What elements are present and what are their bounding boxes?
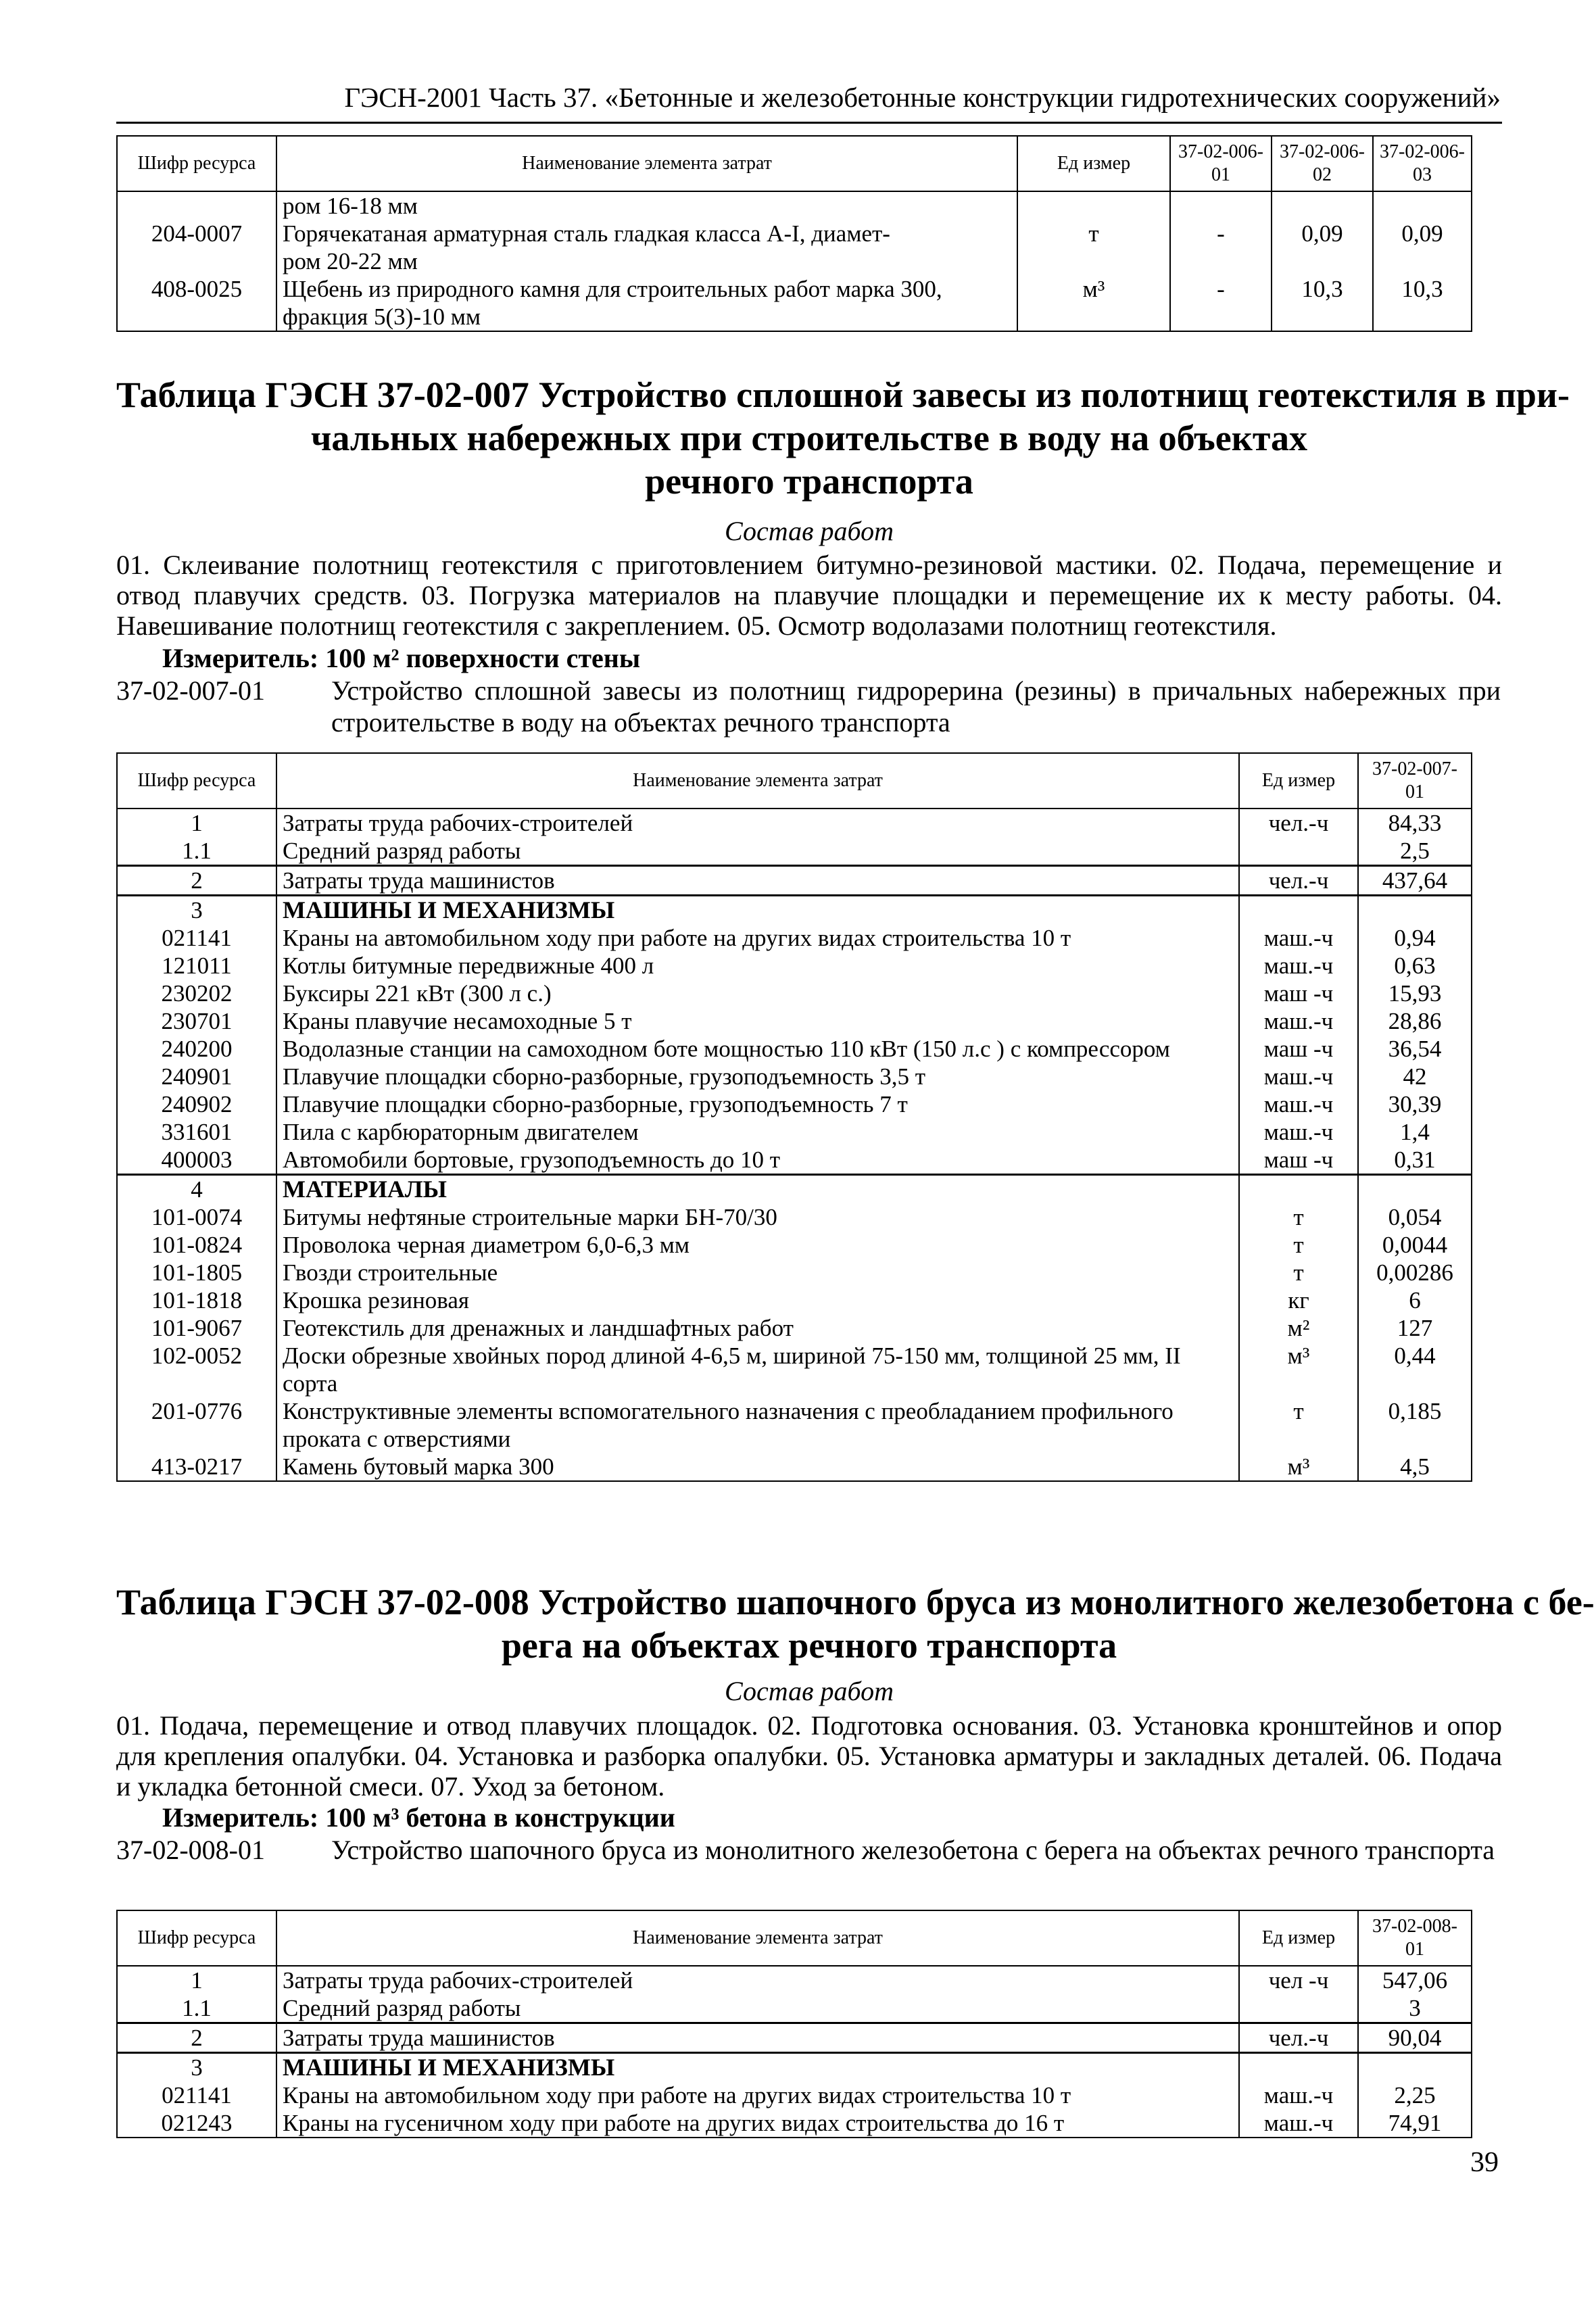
unit: м² — [1239, 1314, 1358, 1342]
title-line: чальных набережных при строительстве в воду на объектах — [310, 418, 1308, 458]
norm-value: 547,06 — [1358, 1966, 1472, 1994]
resource-code: 413-0217 — [117, 1453, 276, 1481]
resource-code: 101-9067 — [117, 1314, 276, 1342]
norm-value — [1272, 303, 1373, 331]
norm-value — [1358, 2053, 1472, 2082]
header-unit: Ед измер — [1239, 753, 1358, 809]
unit: чел -ч — [1239, 1966, 1358, 1994]
resource-code: 240902 — [117, 1090, 276, 1118]
unit: м³ — [1239, 1453, 1358, 1481]
table-row — [117, 1966, 1472, 1994]
resource-code — [117, 191, 276, 220]
table-row — [117, 1453, 1472, 1481]
table-row — [117, 896, 1472, 925]
resource-code: 021141 — [117, 924, 276, 952]
unit: маш.-ч — [1239, 1007, 1358, 1035]
header-norm: 37-02-007-01 — [1358, 753, 1472, 809]
cost-item-name: МАШИНЫ И МЕХАНИЗМЫ — [276, 896, 1239, 925]
header-norm-3: 37-02-006-03 — [1373, 136, 1472, 191]
unit: чел.-ч — [1239, 809, 1358, 837]
cost-item-name: Водолазные станции на самоходном боте мощностью 110 кВт (150 л.с ) с компрессором — [276, 1035, 1239, 1063]
unit — [1017, 303, 1170, 331]
resource-code: 408-0025 — [117, 275, 276, 303]
table-row — [117, 1231, 1472, 1259]
norm-value: 28,86 — [1358, 1007, 1472, 1035]
cost-item-name: Котлы битумные передвижные 400 л — [276, 952, 1239, 980]
title-line: рега на объектах речного транспорта — [501, 1625, 1117, 1666]
table-row — [117, 303, 1472, 331]
resource-code — [117, 303, 276, 331]
cost-item-name: Плавучие площадки сборно-разборные, грузоподъемность 7 т — [276, 1090, 1239, 1118]
table-row — [117, 952, 1472, 980]
resource-code — [117, 247, 276, 275]
norm-value: 10,3 — [1272, 275, 1373, 303]
resource-code: 3 — [117, 896, 276, 925]
cost-item-name: Плавучие площадки сборно-разборные, грузоподъемность 3,5 т — [276, 1063, 1239, 1090]
unit — [1239, 896, 1358, 925]
cost-item-name: Средний разряд работы — [276, 1994, 1239, 2023]
norm-code: 37-02-007-01 — [116, 675, 265, 706]
resource-code: 1.1 — [117, 837, 276, 866]
table-row — [117, 2023, 1472, 2053]
cost-item-name: ром 16-18 мм — [276, 191, 1017, 220]
unit: маш.-ч — [1239, 2081, 1358, 2109]
cost-item-name: Конструктивные элементы вспомогательного назначения с преобладанием профильного — [276, 1397, 1239, 1425]
table-row — [117, 1342, 1472, 1370]
resource-code — [117, 1425, 276, 1453]
cost-item-name: ром 20-22 мм — [276, 247, 1017, 275]
header-code: Шифр ресурса — [117, 136, 276, 191]
norm-value — [1272, 247, 1373, 275]
cost-item-name: сорта — [276, 1370, 1239, 1397]
work-composition-text: 01. Подача, перемещение и отвод плавучих площадок. 02. Подготовка основания. 03. Установка кронштейнов и опор для крепления опалубки. 04. Установка и разборка опалубки. 05. Установка арматуры и закладных деталей. 06. Подача и укладка бетонной смеси. 07. Уход за бетоном. — [116, 1710, 1502, 1802]
unit: т — [1239, 1259, 1358, 1286]
unit — [1239, 1425, 1358, 1453]
cost-item-name: Камень бутовый марка 300 — [276, 1453, 1239, 1481]
table-row — [117, 809, 1472, 837]
table-row — [117, 191, 1472, 220]
header-name: Наименование элемента затрат — [276, 753, 1239, 809]
norm-value: 2,25 — [1358, 2081, 1472, 2109]
unit: чел.-ч — [1239, 866, 1358, 896]
norm-value: 3 — [1358, 1994, 1472, 2023]
unit — [1017, 191, 1170, 220]
table-row — [117, 1007, 1472, 1035]
table-row — [117, 2081, 1472, 2109]
resource-code: 121011 — [117, 952, 276, 980]
cost-item-name: МАТЕРИАЛЫ — [276, 1175, 1239, 1204]
norm-value — [1358, 896, 1472, 925]
norm-value: 90,04 — [1358, 2023, 1472, 2053]
norm-value: 30,39 — [1358, 1090, 1472, 1118]
unit: т — [1239, 1397, 1358, 1425]
unit — [1017, 247, 1170, 275]
cost-item-name: Средний разряд работы — [276, 837, 1239, 866]
norm-value: 0,09 — [1272, 220, 1373, 247]
norm-value: 0,44 — [1358, 1342, 1472, 1370]
unit — [1239, 1175, 1358, 1204]
table-row — [117, 2053, 1472, 2082]
cost-item-name: Краны на автомобильном ходу при работе на других видах строительства 10 т — [276, 2081, 1239, 2109]
norm-value: 127 — [1358, 1314, 1472, 1342]
resource-code: 240901 — [117, 1063, 276, 1090]
table-row — [117, 1146, 1472, 1175]
unit: маш.-ч — [1239, 1063, 1358, 1090]
norm-value: 15,93 — [1358, 980, 1472, 1007]
table-row — [117, 924, 1472, 952]
resource-code: 400003 — [117, 1146, 276, 1175]
work-composition-text: 01. Склеивание полотнищ геотекстиля с приготовлением битумно-резиновой мастики. 02. Подача, перемещение и отвод плавучих средств. 03. Погрузка материалов на плавучие площадки и перемещение их к месту работы. 04. Навешивание полотнищ геотекстиля с закреплением. 05. Осмотр водолазами полотнищ геотекстиля. — [116, 550, 1502, 641]
unit: м³ — [1239, 1342, 1358, 1370]
table-row — [117, 1314, 1472, 1342]
table-row — [117, 1425, 1472, 1453]
resource-code: 101-0824 — [117, 1231, 276, 1259]
unit: кг — [1239, 1286, 1358, 1314]
norm-value — [1373, 247, 1472, 275]
cost-table-008 — [116, 1910, 1472, 2138]
norm-value: - — [1170, 220, 1272, 247]
norm-value — [1358, 1425, 1472, 1453]
resource-code: 1.1 — [117, 1994, 276, 2023]
cost-item-name: МАШИНЫ И МЕХАНИЗМЫ — [276, 2053, 1239, 2082]
cost-item-name: Щебень из природного камня для строительных работ марка 300, — [276, 275, 1017, 303]
table-row — [117, 1063, 1472, 1090]
resource-code: 204-0007 — [117, 220, 276, 247]
measure-unit: Измеритель: 100 м² поверхности стены — [162, 643, 641, 673]
table-row — [117, 1203, 1472, 1231]
table-row — [117, 1035, 1472, 1063]
table-row — [117, 1118, 1472, 1146]
resource-code: 102-0052 — [117, 1342, 276, 1370]
cost-item-name: Битумы нефтяные строительные марки БН-70/30 — [276, 1203, 1239, 1231]
cost-item-name: фракция 5(3)-10 мм — [276, 303, 1017, 331]
measure-unit: Измеритель: 100 м³ бетона в конструкции — [162, 1802, 675, 1833]
norm-value: 84,33 — [1358, 809, 1472, 837]
resource-code: 230701 — [117, 1007, 276, 1035]
table-row — [117, 1090, 1472, 1118]
cost-table-006 — [116, 135, 1472, 332]
unit — [1239, 2053, 1358, 2082]
unit: маш.-ч — [1239, 952, 1358, 980]
cost-item-name: Проволока черная диаметром 6,0-6,3 мм — [276, 1231, 1239, 1259]
resource-code: 021243 — [117, 2109, 276, 2138]
resource-code: 101-1805 — [117, 1259, 276, 1286]
norm-value: 0,94 — [1358, 924, 1472, 952]
table-row — [117, 866, 1472, 896]
work-composition-heading: Состав работ — [725, 1676, 894, 1706]
unit: маш -ч — [1239, 980, 1358, 1007]
header-unit: Ед измер — [1017, 136, 1170, 191]
header-rule — [116, 122, 1502, 124]
norm-value — [1170, 191, 1272, 220]
table-row — [117, 1175, 1472, 1204]
norm-value: 0,054 — [1358, 1203, 1472, 1231]
resource-code: 2 — [117, 866, 276, 896]
header-unit: Ед измер — [1239, 1910, 1358, 1966]
header-code: Шифр ресурса — [117, 1910, 276, 1966]
resource-code: 101-0074 — [117, 1203, 276, 1231]
cost-item-name: Краны плавучие несамоходные 5 т — [276, 1007, 1239, 1035]
title-line: речного транспорта — [645, 461, 973, 502]
norm-value: 4,5 — [1358, 1453, 1472, 1481]
cost-item-name: Горячекатаная арматурная сталь гладкая класса А-I, диамет- — [276, 220, 1017, 247]
table-row — [117, 2109, 1472, 2138]
norm-code: 37-02-008-01 — [116, 1835, 265, 1865]
unit: т — [1017, 220, 1170, 247]
header-norm: 37-02-008-01 — [1358, 1910, 1472, 1966]
title-line: Таблица ГЭСН 37-02-007 Устройство сплошной завесы из полотнищ геотекстиля в при- — [116, 375, 1570, 415]
norm-value: 2,5 — [1358, 837, 1472, 866]
header-norm-1: 37-02-006-01 — [1170, 136, 1272, 191]
resource-code: 331601 — [117, 1118, 276, 1146]
unit: маш.-ч — [1239, 924, 1358, 952]
table-title-007 — [116, 373, 1570, 503]
table-row — [117, 1994, 1472, 2023]
unit: маш.-ч — [1239, 1118, 1358, 1146]
title-line: Таблица ГЭСН 37-02-008 Устройство шапочного бруса из монолитного железобетона с бе- — [116, 1582, 1595, 1622]
norm-description: Устройство сплошной завесы из полотнищ гидрорерина (резины) в причальных набережных при строительстве в воду на объектах речного транспорта — [331, 675, 1501, 738]
norm-value — [1373, 191, 1472, 220]
norm-value — [1358, 1370, 1472, 1397]
unit — [1239, 1994, 1358, 2023]
cost-item-name: Затраты труда машинистов — [276, 2023, 1239, 2053]
cost-item-name: Затраты труда машинистов — [276, 866, 1239, 896]
table-row — [117, 275, 1472, 303]
resource-code: 021141 — [117, 2081, 276, 2109]
cost-item-name: Затраты труда рабочих-строителей — [276, 1966, 1239, 1994]
unit: т — [1239, 1203, 1358, 1231]
resource-code: 2 — [117, 2023, 276, 2053]
norm-value — [1272, 191, 1373, 220]
norm-value — [1170, 247, 1272, 275]
table-row — [117, 220, 1472, 247]
unit: м³ — [1017, 275, 1170, 303]
header-name: Наименование элемента затрат — [276, 1910, 1239, 1966]
resource-code: 1 — [117, 1966, 276, 1994]
norm-value — [1358, 1175, 1472, 1204]
header-name: Наименование элемента затрат — [276, 136, 1017, 191]
norm-value: 42 — [1358, 1063, 1472, 1090]
unit: чел.-ч — [1239, 2023, 1358, 2053]
cost-item-name: Краны на автомобильном ходу при работе на других видах строительства 10 т — [276, 924, 1239, 952]
norm-value: - — [1170, 275, 1272, 303]
norm-value: 0,31 — [1358, 1146, 1472, 1175]
resource-code: 230202 — [117, 980, 276, 1007]
norm-value: 0,63 — [1358, 952, 1472, 980]
resource-code: 101-1818 — [117, 1286, 276, 1314]
unit: т — [1239, 1231, 1358, 1259]
running-head: ГЭСН-2001 Часть 37. «Бетонные и железобетонные конструкции гидротехнических сооружений» — [344, 82, 1501, 113]
cost-item-name: проката с отверстиями — [276, 1425, 1239, 1453]
norm-value: 1,4 — [1358, 1118, 1472, 1146]
table-row — [117, 837, 1472, 866]
norm-description: Устройство шапочного бруса из монолитного железобетона с берега на объектах речного транспорта — [331, 1835, 1495, 1865]
norm-value: 0,09 — [1373, 220, 1472, 247]
norm-value: 0,0044 — [1358, 1231, 1472, 1259]
resource-code — [117, 1370, 276, 1397]
norm-value: 437,64 — [1358, 866, 1472, 896]
unit — [1239, 1370, 1358, 1397]
cost-item-name: Геотекстиль для дренажных и ландшафтных работ — [276, 1314, 1239, 1342]
resource-code: 3 — [117, 2053, 276, 2082]
resource-code: 240200 — [117, 1035, 276, 1063]
norm-value: 74,91 — [1358, 2109, 1472, 2138]
norm-value: 36,54 — [1358, 1035, 1472, 1063]
work-composition-heading: Состав работ — [725, 516, 894, 546]
norm-value: 10,3 — [1373, 275, 1472, 303]
cost-item-name: Пила с карбюраторным двигателем — [276, 1118, 1239, 1146]
cost-item-name: Затраты труда рабочих-строителей — [276, 809, 1239, 837]
table-row — [117, 1259, 1472, 1286]
resource-code: 1 — [117, 809, 276, 837]
header-norm-2: 37-02-006-02 — [1272, 136, 1373, 191]
unit: маш.-ч — [1239, 1090, 1358, 1118]
unit — [1239, 837, 1358, 866]
table-row — [117, 980, 1472, 1007]
norm-value: 0,185 — [1358, 1397, 1472, 1425]
unit: маш.-ч — [1239, 2109, 1358, 2138]
resource-code: 201-0776 — [117, 1397, 276, 1425]
cost-item-name: Краны на гусеничном ходу при работе на других видах строительства до 16 т — [276, 2109, 1239, 2138]
norm-value: 0,00286 — [1358, 1259, 1472, 1286]
table-row — [117, 1397, 1472, 1425]
unit: маш -ч — [1239, 1035, 1358, 1063]
cost-item-name: Буксиры 221 кВт (300 л с.) — [276, 980, 1239, 1007]
table-row — [117, 247, 1472, 275]
table-row — [117, 1370, 1472, 1397]
table-row — [117, 1286, 1472, 1314]
norm-value: 6 — [1358, 1286, 1472, 1314]
table-title-008 — [116, 1581, 1595, 1667]
page-number: 39 — [1470, 2147, 1499, 2178]
norm-value — [1170, 303, 1272, 331]
cost-item-name: Доски обрезные хвойных пород длиной 4-6,5 м, шириной 75-150 мм, толщиной 25 мм, II — [276, 1342, 1239, 1370]
cost-item-name: Гвозди строительные — [276, 1259, 1239, 1286]
cost-item-name: Автомобили бортовые, грузоподъемность до 10 т — [276, 1146, 1239, 1175]
norm-value — [1373, 303, 1472, 331]
header-code: Шифр ресурса — [117, 753, 276, 809]
unit: маш -ч — [1239, 1146, 1358, 1175]
cost-table-007 — [116, 752, 1472, 1482]
cost-item-name: Крошка резиновая — [276, 1286, 1239, 1314]
resource-code: 4 — [117, 1175, 276, 1204]
